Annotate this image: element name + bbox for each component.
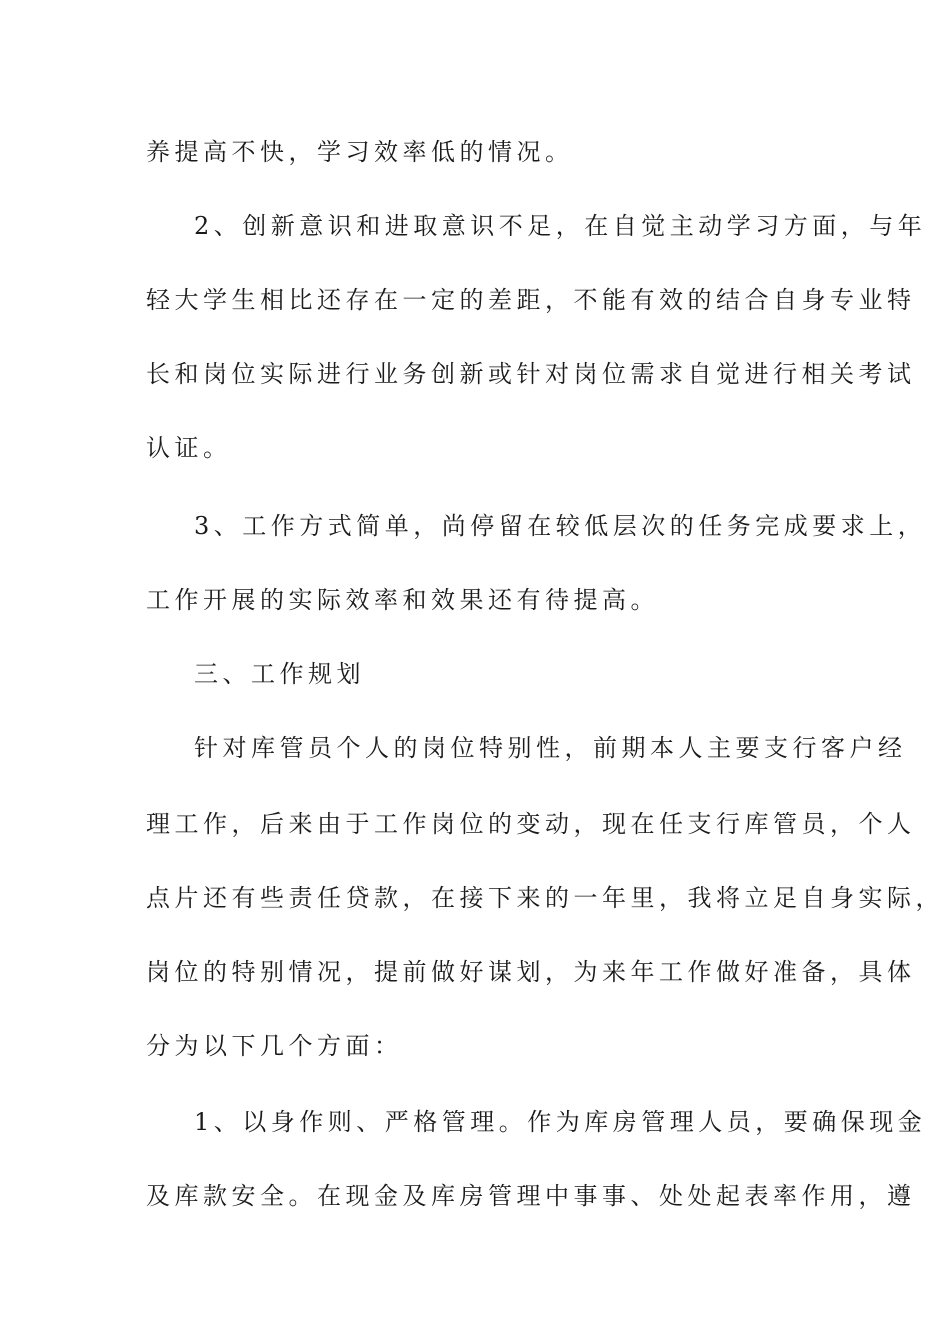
- text-line: 3、工作方式简单，尚停留在较低层次的任务完成要求上，: [194, 512, 927, 540]
- text-line: 认证。: [146, 434, 232, 462]
- text-line: 轻大学生相比还存在一定的差距，不能有效的结合自身专业特: [146, 286, 916, 314]
- text-line: 分为以下几个方面：: [146, 1032, 403, 1060]
- text-line: 点片还有些责任贷款，在接下来的一年里，我将立足自身实际，: [146, 884, 944, 912]
- text-line: 长和岗位实际进行业务创新或针对岗位需求自觉进行相关考试: [146, 360, 916, 388]
- text-line: 2、创新意识和进取意识不足，在自觉主动学习方面，与年: [194, 212, 927, 240]
- text-line: 工作开展的实际效率和效果还有待提高。: [146, 586, 659, 614]
- text-line: 及库款安全。在现金及库房管理中事事、处处起表率作用，遵: [146, 1182, 916, 1210]
- text-line: 针对库管员个人的岗位特别性，前期本人主要支行客户经: [194, 734, 907, 762]
- text-line: 岗位的特别情况，提前做好谋划，为来年工作做好准备，具体: [146, 958, 916, 986]
- text-line: 理工作，后来由于工作岗位的变动，现在任支行库管员，个人: [146, 810, 916, 838]
- text-line: 养提高不快，学习效率低的情况。: [146, 138, 574, 166]
- section-heading: 三、工作规划: [194, 660, 365, 688]
- text-line: 1、以身作则、严格管理。作为库房管理人员，要确保现金: [194, 1108, 927, 1136]
